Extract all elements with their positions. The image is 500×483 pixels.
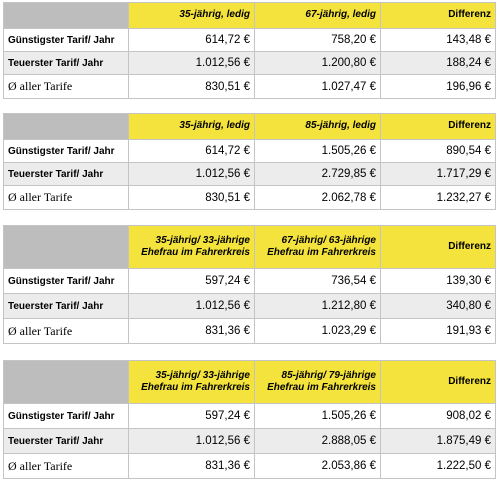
tariff-table-3 [3,225,496,344]
header-corner-cell [4,3,129,29]
tariff-table-1 [3,2,496,99]
value-cell: 1.505,26 € [255,140,381,163]
table-row [4,140,496,163]
header-corner-cell [4,361,129,404]
table-row [4,429,496,454]
table-row [4,29,496,52]
column-header: 85-jährig, ledig [255,114,381,140]
value-cell: 1.012,56 € [129,294,255,319]
table-header-row [4,361,496,404]
value-cell: 188,24 € [381,52,496,75]
row-label: Günstigster Tarif/ Jahr [4,29,129,52]
value-cell: 1.200,80 € [255,52,381,75]
row-label: Ø aller Tarife [4,319,129,344]
table-row [4,186,496,210]
row-label: Günstigster Tarif/ Jahr [4,404,129,429]
row-label: Teuerster Tarif/ Jahr [4,163,129,186]
table-header-row [4,114,496,140]
row-label: Teuerster Tarif/ Jahr [4,429,129,454]
table-row [4,454,496,479]
value-cell: 1.012,56 € [129,429,255,454]
value-cell: 1.212,80 € [255,294,381,319]
table-row [4,319,496,344]
column-header-difference: Differenz [381,114,496,140]
value-cell: 614,72 € [129,29,255,52]
value-cell: 2.729,85 € [255,163,381,186]
value-cell: 1.023,29 € [255,319,381,344]
value-cell: 736,54 € [255,269,381,294]
table-header-row [4,226,496,269]
value-cell: 758,20 € [255,29,381,52]
table-row [4,294,496,319]
header-corner-cell [4,114,129,140]
value-cell: 196,96 € [381,75,496,99]
column-header-difference: Differenz [381,361,496,404]
value-cell: 191,93 € [381,319,496,344]
value-cell: 597,24 € [129,269,255,294]
table-row [4,404,496,429]
value-cell: 831,36 € [129,454,255,479]
row-label: Teuerster Tarif/ Jahr [4,294,129,319]
value-cell: 143,48 € [381,29,496,52]
value-cell: 908,02 € [381,404,496,429]
column-header: 85-jährig/ 79-jährige Ehefrau im Fahrerkreis [255,361,381,404]
tariff-table-2 [3,113,496,210]
value-cell: 830,51 € [129,75,255,99]
table-header-row [4,3,496,29]
column-header: 35-jährig, ledig [129,114,255,140]
value-cell: 1.875,49 € [381,429,496,454]
value-cell: 597,24 € [129,404,255,429]
row-label: Günstigster Tarif/ Jahr [4,269,129,294]
column-header: 67-jährig, ledig [255,3,381,29]
column-header-difference: Differenz [381,226,496,269]
value-cell: 1.027,47 € [255,75,381,99]
table-row [4,52,496,75]
value-cell: 831,36 € [129,319,255,344]
value-cell: 614,72 € [129,140,255,163]
row-label: Ø aller Tarife [4,75,129,99]
column-header: 35-jährig/ 33-jährige Ehefrau im Fahrerkreis [129,361,255,404]
tariff-table-4 [3,360,496,479]
value-cell: 1.012,56 € [129,52,255,75]
value-cell: 890,54 € [381,140,496,163]
value-cell: 2.888,05 € [255,429,381,454]
value-cell: 2.053,86 € [255,454,381,479]
value-cell: 139,30 € [381,269,496,294]
column-header: 35-jährig/ 33-jährige Ehefrau im Fahrerkreis [129,226,255,269]
column-header: 35-jährig, ledig [129,3,255,29]
header-corner-cell [4,226,129,269]
value-cell: 1.717,29 € [381,163,496,186]
row-label: Teuerster Tarif/ Jahr [4,52,129,75]
value-cell: 1.222,50 € [381,454,496,479]
table-row [4,269,496,294]
value-cell: 1.232,27 € [381,186,496,210]
row-label: Günstigster Tarif/ Jahr [4,140,129,163]
row-label: Ø aller Tarife [4,186,129,210]
value-cell: 340,80 € [381,294,496,319]
value-cell: 1.012,56 € [129,163,255,186]
column-header: 67-jährig/ 63-jährige Ehefrau im Fahrerkreis [255,226,381,269]
value-cell: 830,51 € [129,186,255,210]
table-row [4,75,496,99]
table-row [4,163,496,186]
value-cell: 2.062,78 € [255,186,381,210]
value-cell: 1.505,26 € [255,404,381,429]
row-label: Ø aller Tarife [4,454,129,479]
column-header-difference: Differenz [381,3,496,29]
